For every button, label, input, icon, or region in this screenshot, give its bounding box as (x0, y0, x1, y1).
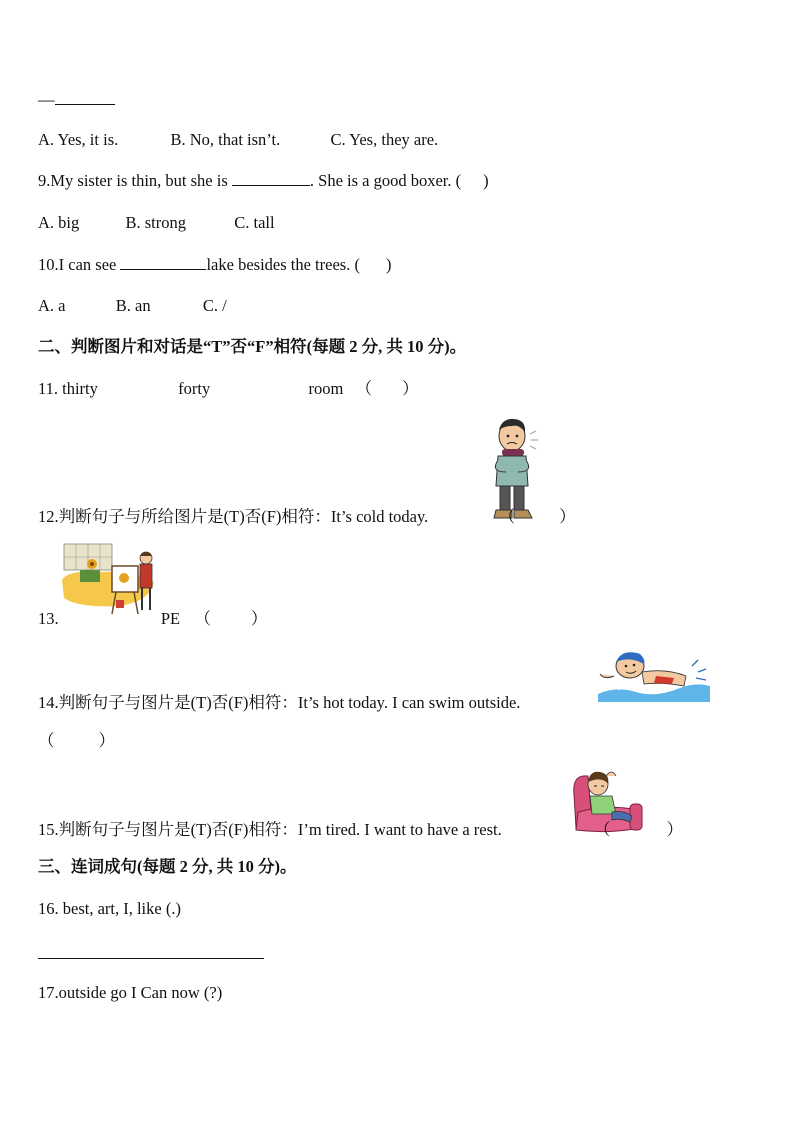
section-3-heading: 三、连词成句(每题 2 分, 共 10 分)。 (38, 857, 297, 876)
q15-text: 15.判断句子与图片是(T)否(F)相符：I’m tired. I want to have a rest. (38, 820, 502, 839)
q13-paren-open: （ (194, 609, 211, 628)
q11-question (38, 379, 419, 399)
q9-options (38, 213, 275, 233)
q10-question (38, 255, 391, 275)
q8-blank[interactable] (55, 90, 115, 105)
q14-text: 14.判断句子与图片是(T)否(F)相符：It’s hot today. I can swim outside. (38, 693, 521, 712)
q11-paren-close: ） (402, 379, 419, 398)
q8-option-c: C. Yes, they are. (330, 130, 439, 149)
q12-paren-open: （ (498, 507, 516, 526)
q10-options (38, 296, 227, 316)
q16-answer-line[interactable] (38, 958, 264, 959)
q17-question: 17.outside go I Can now (?) (38, 983, 223, 1002)
q13-word: PE (160, 609, 181, 628)
q10-option-b: B. an (115, 296, 151, 315)
q9-text-after: . She is a good boxer. ( (309, 171, 462, 190)
q8-option-a: A. Yes, it is. (38, 130, 119, 149)
q8-option-b: B. No, that isn’t. (170, 130, 281, 149)
swimming-boy-illustration (596, 646, 712, 704)
q14-paren-close: ） (98, 731, 115, 750)
q11-paren-open: （ (355, 379, 373, 398)
q15-paren-open: （ (594, 820, 611, 839)
q16-question: 16. best, art, I, like (.) (38, 899, 181, 918)
q10-text-before: 10.I can see (38, 255, 117, 274)
q9-question (38, 171, 489, 191)
q13-question (38, 609, 267, 629)
q9-paren-close: ) (483, 171, 489, 190)
q15-question (38, 820, 683, 840)
q11-word-2: forty (178, 379, 211, 398)
q9-option-b: B. strong (125, 213, 187, 232)
q12-paren-close: ） (559, 507, 576, 526)
q8-answer-line (38, 90, 115, 110)
q15-paren-close: ） (666, 820, 683, 839)
q14-answer (38, 731, 115, 751)
q8-options (38, 130, 438, 150)
q10-option-c: C. / (202, 296, 227, 315)
q14-paren-open: （ (38, 731, 55, 750)
q12-question (38, 507, 576, 527)
q10-text-after: lake besides the trees. ( (206, 255, 360, 274)
q10-blank[interactable] (120, 255, 206, 270)
q11-word-1: 11. thirty (38, 379, 98, 398)
q9-option-a: A. big (38, 213, 80, 232)
q10-option-a: A. a (38, 296, 66, 315)
q12-text: 12.判断句子与所给图片是(T)否(F)相符：It’s cold today. (38, 507, 429, 526)
q9-blank[interactable] (232, 171, 310, 186)
section-2-heading: 二、判断图片和对话是“T”否“F”相符(每题 2 分, 共 10 分)。 (38, 337, 467, 356)
q9-text-before: 9.My sister is thin, but she is (38, 171, 228, 190)
q9-option-c: C. tall (234, 213, 275, 232)
q13-paren-close: ） (250, 609, 268, 628)
q13-number: 13. (38, 609, 59, 628)
q11-word-3: room (308, 379, 344, 398)
q14-question (38, 693, 520, 713)
q8-dash: — (38, 90, 55, 109)
q10-paren-close: ) (385, 255, 392, 274)
